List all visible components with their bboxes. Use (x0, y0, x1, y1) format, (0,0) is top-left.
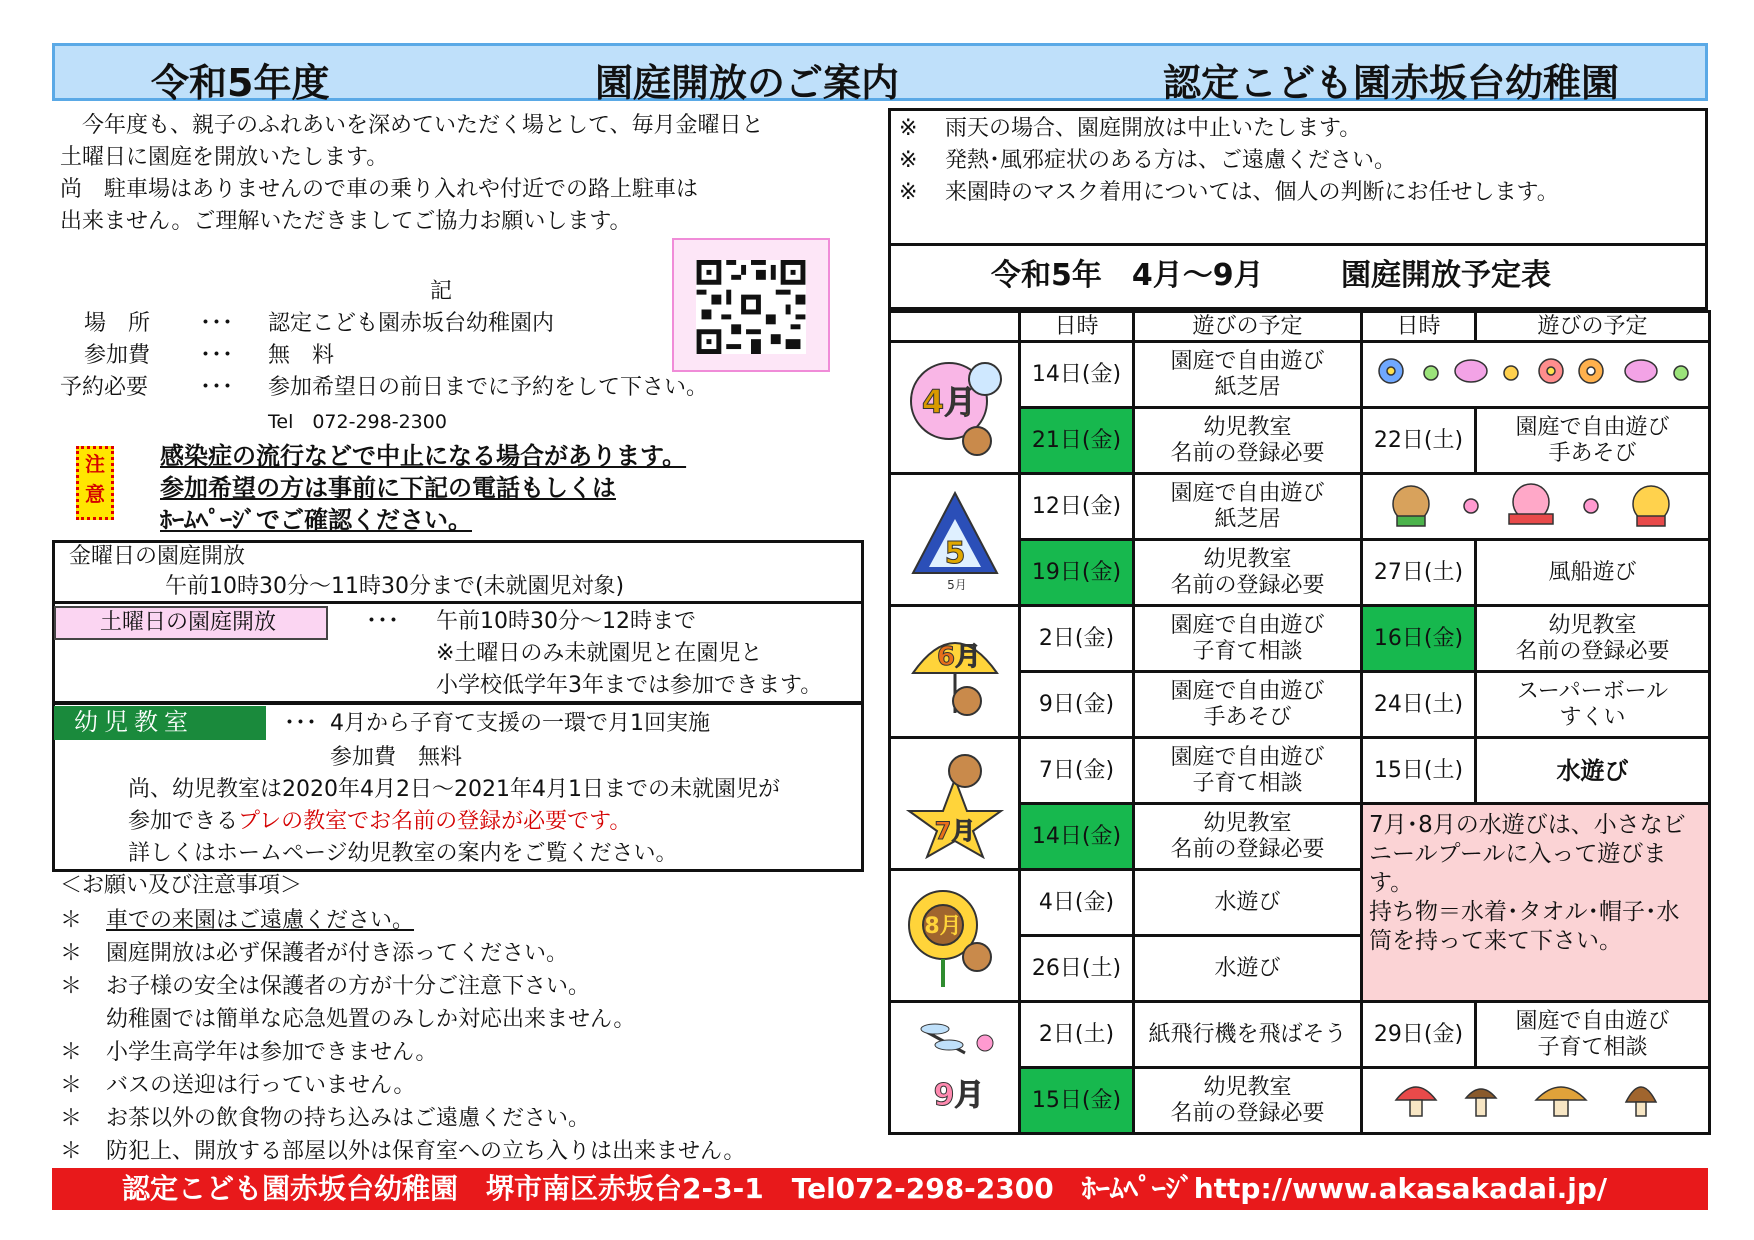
schedule-table (888, 310, 1711, 1135)
month-june-cell (890, 606, 1020, 738)
kids-note (128, 806, 631, 838)
schedule-title (888, 246, 1708, 310)
month-label: 7月 (934, 816, 975, 845)
date-cell: 2日(土) (1020, 1002, 1134, 1068)
date-cell: 2日(金) (1020, 606, 1134, 672)
date-cell: 24日(土) (1362, 672, 1476, 738)
place-value: 認定こども園赤坂台幼稚園内 (268, 311, 555, 336)
friday-title: 金曜日の園庭開放 (69, 544, 246, 569)
kids-desc: 4月から子育て支援の一環で月1回実施 (330, 711, 710, 736)
requests-title: ＜お願い及び注意事項＞ (60, 873, 303, 898)
mushrooms-icon (1386, 1072, 1686, 1122)
request-item: ＊ お茶以外の飲食物の持ち込みはご遠慮ください。 (60, 1102, 745, 1135)
sunflower-august-icon (905, 881, 1005, 991)
table-row (890, 342, 1710, 408)
qr-code-icon[interactable] (696, 260, 806, 354)
activity-cell: 紙飛行機を飛ばそう (1134, 1002, 1362, 1068)
month-label: 4月 (921, 382, 976, 421)
footer-bar[interactable]: 認定こども園赤坂台幼稚園 堺市南区赤坂台2-3-1 Tel072-298-2300 ﾎｰﾑﾍﾟｰｼﾞhttp://www.akasakadai.jp/ (52, 1168, 1708, 1210)
stamp-char: 注 (85, 452, 105, 476)
header-year: 令和5年度 (151, 61, 330, 105)
kids-note-plain: 参加できる (128, 809, 239, 834)
activity-cell: 幼児教室 名前の登録必要 (1134, 408, 1362, 474)
date-cell: 14日(金) (1020, 342, 1134, 408)
friday-box (52, 540, 864, 604)
header-cell (890, 312, 1020, 342)
activity-cell: 幼児教室 名前の登録必要 (1134, 804, 1362, 870)
intro-line: 出来ません。ご理解いただきましてご協力お願いします。 (60, 209, 632, 234)
activity-cell: 水遊び (1134, 870, 1362, 936)
flowers-icon (1371, 351, 1701, 391)
table-row (890, 606, 1710, 672)
header-cell: 日時 (1020, 312, 1134, 342)
table-header-row (890, 312, 1710, 342)
activity-cell: 園庭で自由遊び 紙芝居 (1134, 474, 1362, 540)
kids-note-red: プレの教室でお名前の登録が必要です。 (238, 809, 632, 834)
request-item: ＊ お子様の安全は保護者の方が十分ご注意下さい。 (60, 970, 745, 1003)
saturday-note: 小学校低学年3年までは参加できます。 (436, 673, 823, 698)
kabuto-may-icon (905, 485, 1005, 595)
place-label: 場 所 (84, 311, 151, 336)
intro-line: 土曜日に園庭を開放いたします。 (60, 145, 389, 170)
header-cell: 遊びの予定 (1476, 312, 1710, 342)
schedule-title-name: 園庭開放予定表 (1341, 258, 1551, 293)
request-item: ＊ バスの送迎は行っていません。 (60, 1069, 745, 1102)
request-item: ＊ 車での来園はご遠慮ください。 (60, 904, 745, 937)
header-cell: 日時 (1362, 312, 1476, 342)
header-school: 認定こども園赤坂台幼稚園 (1163, 61, 1620, 105)
requests-list (60, 904, 745, 1168)
dots: ･･･ (200, 311, 234, 336)
month-april-cell (890, 342, 1020, 474)
star-july-icon (905, 749, 1005, 859)
date-cell: 22日(土) (1362, 408, 1476, 474)
activity-cell: スーパーボール すくい (1476, 672, 1710, 738)
activity-cell: 園庭で自由遊び 手あそび (1134, 672, 1362, 738)
intro (60, 110, 860, 238)
activity-cell: 園庭で自由遊び 子育て相談 (1134, 738, 1362, 804)
balloon-april-icon (905, 353, 1005, 463)
dots: ･･･ (284, 711, 318, 736)
notice-line: 参加希望の方は事前に下記の電話もしくは (160, 474, 616, 502)
month-july-cell (890, 738, 1020, 870)
dots: ･･･ (366, 609, 400, 634)
month-august-cell (890, 870, 1020, 1002)
notice-line: 感染症の流行などで中止になる場合があります。 (160, 442, 687, 470)
note-item: ※ 雨天の場合、園庭開放は中止いたします。 (899, 116, 1362, 141)
activity-cell: 水遊び (1134, 936, 1362, 1002)
umbrella-june-icon (905, 617, 1005, 727)
bullet: ＊ (60, 941, 83, 966)
notes-box (888, 108, 1708, 246)
bullet: ＊ (60, 1040, 83, 1065)
request-sub: 幼稚園では簡単な応急処置のみしか対応出来ません。 (106, 1007, 636, 1032)
tel-number[interactable]: Tel 072-298-2300 (268, 411, 447, 433)
bullet: ＊ (60, 1139, 83, 1164)
svg-text:5: 5 (944, 535, 965, 571)
table-row (890, 738, 1710, 804)
kids-note: 尚、幼児教室は2020年4月2日～2021年4月1日までの未就園児が (128, 777, 780, 802)
kids-note: 詳しくはホームページ幼児教室の案内をご覧ください。 (128, 841, 678, 866)
activity-cell: 園庭で自由遊び 紙芝居 (1134, 342, 1362, 408)
dots: ･･･ (200, 343, 234, 368)
dots: ･･･ (200, 375, 234, 400)
date-cell: 29日(金) (1362, 1002, 1476, 1068)
date-cell: 4日(金) (1020, 870, 1134, 936)
month-label: 6月 (936, 641, 981, 672)
animals-deco (1362, 474, 1710, 540)
fee-label: 参加費 (84, 343, 151, 368)
ki-label: 記 (430, 279, 453, 304)
table-row (890, 1002, 1710, 1068)
month-may-cell (890, 474, 1020, 606)
activity-cell: 幼児教室 名前の登録必要 (1134, 540, 1362, 606)
bullet: ＊ (60, 908, 83, 933)
header-title: 園庭開放のご案内 (595, 61, 900, 105)
notice-line: ﾎｰﾑﾍﾟｰｼﾞでご確認ください。 (160, 506, 472, 534)
notice-stamp (76, 446, 114, 520)
header-cell: 遊びの予定 (1134, 312, 1362, 342)
reserve-value: 参加希望日の前日までに予約をして下さい。 (268, 375, 709, 400)
bullet: ＊ (60, 974, 83, 999)
page-header (52, 43, 1708, 105)
flowers-deco (1362, 342, 1710, 408)
intro-line: 今年度も、親子のふれあいを深めていただく場として、毎月金曜日と (82, 113, 764, 138)
bullet: ＊ (60, 1073, 83, 1098)
saturday-label: 土曜日の園庭開放 (54, 606, 328, 640)
month-label: 9月 (933, 1077, 984, 1113)
request-item: ＊ 園庭開放は必ず保護者が付き添ってください。 (60, 937, 745, 970)
saturday-time: 午前10時30分～12時まで (436, 609, 696, 634)
activity-cell: 園庭で自由遊び 子育て相談 (1476, 1002, 1710, 1068)
dragonfly-september-icon (905, 1013, 1005, 1123)
note-item: ※ 発熱･風邪症状のある方は、ご遠慮ください。 (899, 148, 1397, 173)
date-cell: 21日(金) (1020, 408, 1134, 474)
activity-cell: 幼児教室 名前の登録必要 (1476, 606, 1710, 672)
kids-class-label: 幼児教室 (54, 706, 266, 740)
intro-line: 尚 駐車場はありませんので車の乗り入れや付近での路上駐車は (60, 177, 699, 202)
date-cell: 26日(土) (1020, 936, 1134, 1002)
date-cell: 19日(金) (1020, 540, 1134, 606)
request-item: ＊ 防犯上、開放する部屋以外は保育室への立ち入りは出来ません。 (60, 1135, 745, 1168)
request-item: ＊ 小学生高学年は参加できません。 (60, 1036, 745, 1069)
activity-cell: 風船遊び (1476, 540, 1710, 606)
mushrooms-deco (1362, 1068, 1710, 1134)
reserve-label: 予約必要 (60, 375, 149, 400)
date-cell: 16日(金) (1362, 606, 1476, 672)
water-play-memo: 7月･8月の水遊びは、小さなビニールプールに入って遊びます。 持ち物＝水着･タオル･帽子･水筒を持って来て下さい。 (1362, 804, 1710, 1002)
activity-cell: 水遊び (1476, 738, 1710, 804)
date-cell: 12日(金) (1020, 474, 1134, 540)
month-label: 5月 (946, 577, 967, 592)
animals-icon (1381, 478, 1691, 528)
month-label: 8月 (923, 913, 962, 939)
kids-fee: 参加費 無料 (330, 745, 463, 770)
activity-cell: 幼児教室 名前の登録必要 (1134, 1068, 1362, 1134)
friday-time: 午前10時30分～11時30分まで(未就園児対象) (165, 574, 625, 599)
fee-value: 無 料 (268, 343, 335, 368)
activity-cell: 園庭で自由遊び 手あそび (1476, 408, 1710, 474)
date-cell: 15日(金) (1020, 1068, 1134, 1134)
bullet: ＊ (60, 1106, 83, 1131)
stamp-char: 意 (85, 482, 105, 506)
note-item: ※ 来園時のマスク着用については、個人の判断にお任せします。 (899, 180, 1559, 205)
schedule-title-period: 令和5年 4月～9月 (991, 258, 1264, 293)
date-cell: 15日(土) (1362, 738, 1476, 804)
date-cell: 7日(金) (1020, 738, 1134, 804)
date-cell: 27日(土) (1362, 540, 1476, 606)
month-september-cell (890, 1002, 1020, 1134)
date-cell: 9日(金) (1020, 672, 1134, 738)
saturday-note: ※土曜日のみ未就園児と在園児と (436, 641, 763, 666)
activity-cell: 園庭で自由遊び 子育て相談 (1134, 606, 1362, 672)
date-cell: 14日(金) (1020, 804, 1134, 870)
table-row (890, 474, 1710, 540)
